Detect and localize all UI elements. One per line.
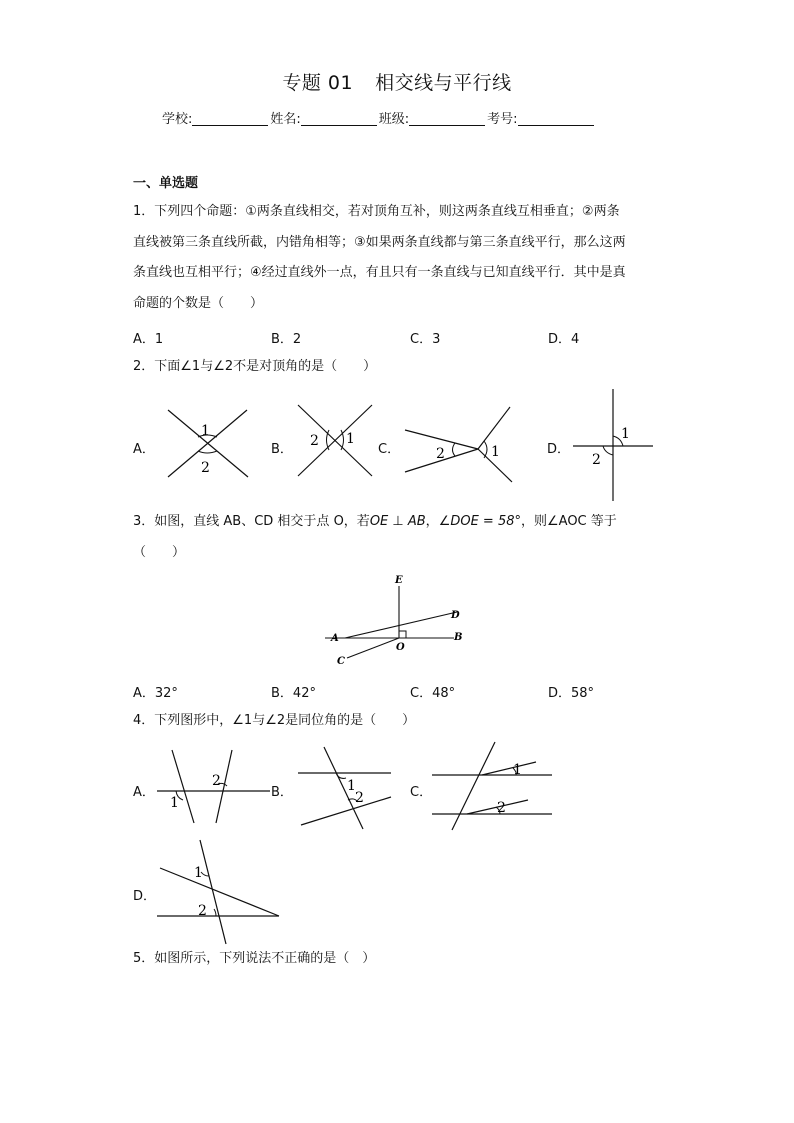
point-a-label: A — [331, 633, 339, 644]
question-4: 4．下列图形中，∠1与∠2是同位角的是（ ） — [133, 713, 416, 728]
q2-option-a-label[interactable]: A． — [133, 442, 155, 457]
angle-2-label: 2 — [212, 773, 221, 789]
q3-figure — [325, 572, 475, 670]
point-o-label: O — [396, 642, 405, 653]
q4-figure-d[interactable] — [152, 838, 282, 946]
point-e-label: E — [395, 575, 403, 586]
page-title — [0, 68, 794, 95]
angle-1-label: 1 — [346, 431, 355, 447]
point-d-label: D — [451, 610, 460, 621]
angle-1-label: 1 — [491, 444, 500, 460]
q1-line: 条直线也互相平行；④经过直线外一点，有且只有一条直线与已知直线平行．其中是真 — [133, 265, 626, 281]
q1-line: 命题的个数是（ ） — [133, 296, 264, 312]
q3-option-d[interactable]: D．58° — [548, 686, 595, 701]
q1-option-c[interactable]: C．3 — [410, 332, 441, 347]
question-3 — [133, 507, 673, 568]
class-label: 班级: — [378, 112, 410, 127]
angle-2-label: 2 — [310, 433, 319, 449]
q3-stem-line1 — [133, 507, 673, 538]
q4-option-c-label[interactable]: C． — [410, 785, 433, 800]
angle-1-label: 1 — [194, 865, 203, 881]
q2-option-c-label[interactable]: C． — [378, 442, 401, 457]
q1-option-a[interactable]: A．1 — [133, 332, 164, 347]
class-blank[interactable] — [409, 112, 485, 126]
angle-2-label: 2 — [201, 460, 210, 476]
q4-option-d-label[interactable]: D． — [133, 889, 157, 904]
q4-figure-b[interactable] — [296, 745, 396, 831]
angle-1-label: 1 — [201, 423, 210, 439]
q3-option-c[interactable]: C．48° — [410, 686, 456, 701]
q2-figure-d[interactable] — [568, 386, 658, 504]
q4-figure-a[interactable] — [152, 748, 274, 826]
angle-2-label: 2 — [497, 800, 506, 816]
q3-stem-b: ，则∠AOC 等于 — [521, 514, 617, 529]
angle-1-label: 1 — [170, 795, 179, 811]
q2-figure-c[interactable] — [400, 402, 518, 486]
title-sub: 相交线与平行线 — [375, 72, 512, 94]
student-info-row — [162, 108, 596, 127]
exam-no-blank[interactable] — [518, 112, 594, 126]
q2-option-d-label[interactable]: D． — [547, 442, 571, 457]
q3-condition-perpendicular: OE ⊥ AB — [369, 514, 426, 529]
q1-line: 直线被第三条直线所截，内错角相等；③如果两条直线都与第三条直线平行，那么这两 — [133, 234, 626, 250]
name-blank[interactable] — [301, 112, 377, 126]
school-label: 学校: — [162, 112, 193, 127]
angle-2-label: 2 — [355, 790, 364, 806]
name-label: 姓名: — [270, 112, 301, 127]
q4-option-a-label[interactable]: A． — [133, 785, 155, 800]
q3-option-a[interactable]: A．32° — [133, 686, 178, 701]
q3-option-b[interactable]: B．42° — [271, 686, 316, 701]
title-main: 专题 01 — [282, 72, 354, 94]
exam-no-label: 考号: — [487, 112, 518, 127]
q1-option-d[interactable]: D．4 — [548, 332, 580, 347]
q1-line: 1．下列四个命题：①两条直线相交，若对顶角互补，则这两条直线互相垂直；②两条 — [133, 204, 620, 219]
angle-2-label: 2 — [592, 452, 601, 468]
q1-option-b[interactable]: B．2 — [271, 332, 302, 347]
question-1 — [133, 197, 663, 320]
q3-separator: ， — [425, 514, 439, 529]
angle-2-label: 2 — [436, 446, 445, 462]
q2-figure-a[interactable] — [160, 405, 255, 483]
point-c-label: C — [337, 656, 345, 667]
angle-1-label: 1 — [513, 762, 522, 778]
section-heading: 一、单选题 — [133, 176, 199, 191]
q3-stem-line2: （ ） — [133, 544, 186, 560]
angle-1-label: 1 — [621, 426, 630, 442]
angle-1-label: 1 — [347, 778, 356, 794]
q3-condition-angle: ∠DOE = 58° — [438, 514, 521, 529]
question-2: 2．下面∠1与∠2不是对顶角的是（ ） — [133, 359, 377, 374]
q4-figure-c[interactable] — [430, 740, 555, 832]
point-b-label: B — [454, 632, 463, 643]
q2-figure-b[interactable] — [290, 400, 380, 480]
q2-option-b-label[interactable]: B． — [271, 442, 293, 457]
q3-stem-a: 3．如图，直线 AB、CD 相交于点 O，若 — [133, 514, 370, 529]
school-blank[interactable] — [192, 112, 268, 126]
angle-2-label: 2 — [198, 903, 207, 919]
question-5: 5．如图所示，下列说法不正确的是（ ） — [133, 951, 376, 966]
q4-option-b-label[interactable]: B． — [271, 785, 293, 800]
